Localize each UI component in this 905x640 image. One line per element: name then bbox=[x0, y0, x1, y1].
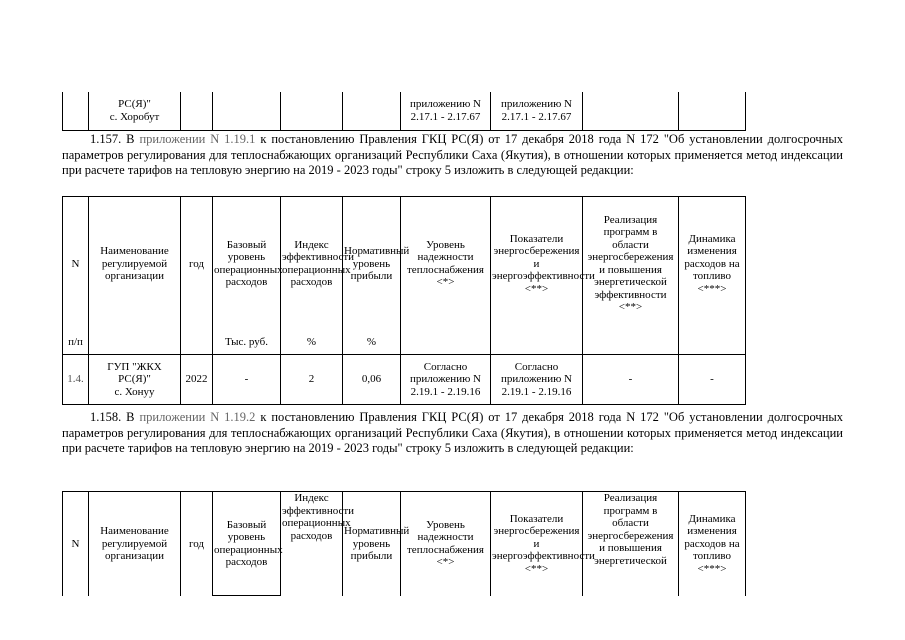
header-base-opex: Базовый уровень операционных расходов bbox=[213, 492, 281, 596]
unit-cell: % bbox=[281, 331, 343, 355]
header-year: год bbox=[181, 197, 213, 331]
paragraph-1-157 bbox=[62, 132, 843, 179]
header-n: N bbox=[63, 492, 89, 596]
cell-reliability: Согласно приложению N 2.19.1 - 2.19.16 bbox=[401, 355, 491, 405]
cell-base-opex: - bbox=[213, 355, 281, 405]
table-units-row bbox=[63, 331, 746, 355]
cell bbox=[281, 92, 343, 130]
table-1-19-1 bbox=[62, 196, 746, 405]
appendix-link[interactable]: приложении N 1.19.1 bbox=[139, 132, 256, 146]
header-year: год bbox=[181, 492, 213, 596]
cell-n: 1.4. bbox=[63, 355, 89, 405]
cell bbox=[679, 92, 746, 130]
header-base-opex: Базовый уровень операционных расходов bbox=[213, 197, 281, 331]
unit-cell bbox=[181, 331, 213, 355]
paragraph-word: В bbox=[126, 132, 135, 146]
table-1-19-2 bbox=[62, 491, 746, 596]
table-row bbox=[63, 92, 746, 130]
cell-energy-indicators: приложению N 2.17.1 - 2.17.67 bbox=[491, 92, 583, 130]
header-fuel-dynamics: Динамика изменения расходов на топливо <***> bbox=[679, 197, 746, 331]
appendix-link[interactable]: приложении N 1.19.2 bbox=[139, 410, 256, 424]
cell-fuel-dynamics: - bbox=[679, 355, 746, 405]
header-profit-level: Нормативный уровень прибыли bbox=[343, 197, 401, 331]
header-programs: Реализация программ в области энергосбережения и повышения энергетической эффективности <**> bbox=[583, 197, 679, 331]
cell bbox=[181, 92, 213, 130]
paragraph-text: к постановлению Правления ГКЦ РС(Я) от 17 декабря 2018 года N 172 "Об установлении долгосрочных параметров регулирования для теплоснабжающих организаций Республики Саха (Якутия), в отношении которых применяется метод индексации при расчете тарифов на тепловую энергию на 2019 - 2023 годы" строку 5 изложить в следующей редакции: bbox=[62, 132, 844, 177]
unit-cell bbox=[89, 331, 181, 355]
header-energy-indicators: Показатели энергосбережения и энергоэффективности <**> bbox=[491, 492, 583, 596]
cell-reliability: приложению N 2.17.1 - 2.17.67 bbox=[401, 92, 491, 130]
table-row bbox=[63, 355, 746, 405]
cell-year: 2022 bbox=[181, 355, 213, 405]
table-header-row bbox=[63, 197, 746, 331]
unit-cell bbox=[401, 331, 491, 355]
header-profit-level: Нормативный уровень прибыли bbox=[343, 492, 401, 596]
header-organization: Наименование регулируемой организации bbox=[89, 197, 181, 331]
unit-cell: п/п bbox=[63, 331, 89, 355]
paragraph-number: 1.157. bbox=[90, 132, 122, 146]
header-efficiency-index: Индекс эффективности операционных расходов bbox=[281, 492, 343, 596]
cell-energy-indicators: Согласно приложению N 2.19.1 - 2.19.16 bbox=[491, 355, 583, 405]
cell-efficiency-index: 2 bbox=[281, 355, 343, 405]
unit-cell: % bbox=[343, 331, 401, 355]
cell-organization: РС(Я)" с. Хоробут bbox=[89, 92, 181, 130]
table-top-fragment bbox=[62, 92, 746, 131]
unit-cell bbox=[491, 331, 583, 355]
header-fuel-dynamics: Динамика изменения расходов на топливо <***> bbox=[679, 492, 746, 596]
header-organization: Наименование регулируемой организации bbox=[89, 492, 181, 596]
cell bbox=[343, 92, 401, 130]
unit-cell: Тыс. руб. bbox=[213, 331, 281, 355]
cell-organization: ГУП "ЖКХ РС(Я)" с. Хонуу bbox=[89, 355, 181, 405]
cell bbox=[63, 92, 89, 130]
header-programs: Реализация программ в области энергосбережения и повышения энергетической bbox=[583, 492, 679, 596]
header-energy-indicators: Показатели энергосбережения и энергоэффективности <**> bbox=[491, 197, 583, 331]
unit-cell bbox=[679, 331, 746, 355]
header-efficiency-index: Индекс эффективности операционных расходов bbox=[281, 197, 343, 331]
cell-profit-level: 0,06 bbox=[343, 355, 401, 405]
header-reliability: Уровень надежности теплоснабжения <*> bbox=[401, 197, 491, 331]
cell bbox=[213, 92, 281, 130]
paragraph-word: В bbox=[126, 410, 135, 424]
unit-cell bbox=[583, 331, 679, 355]
header-n: N bbox=[63, 197, 89, 331]
cell bbox=[583, 92, 679, 130]
table-header-row bbox=[63, 492, 746, 596]
cell-programs: - bbox=[583, 355, 679, 405]
paragraph-text: к постановлению Правления ГКЦ РС(Я) от 17 декабря 2018 года N 172 "Об установлении долгосрочных параметров регулирования для теплоснабжающих организаций Республики Саха (Якутия), в отношении которых применяется метод индексации при расчете тарифов на тепловую энергию на 2019 - 2023 годы" строку 5 изложить в следующей редакции: bbox=[62, 410, 844, 455]
header-reliability: Уровень надежности теплоснабжения <*> bbox=[401, 492, 491, 596]
paragraph-1-158 bbox=[62, 410, 843, 457]
paragraph-number: 1.158. bbox=[90, 410, 122, 424]
